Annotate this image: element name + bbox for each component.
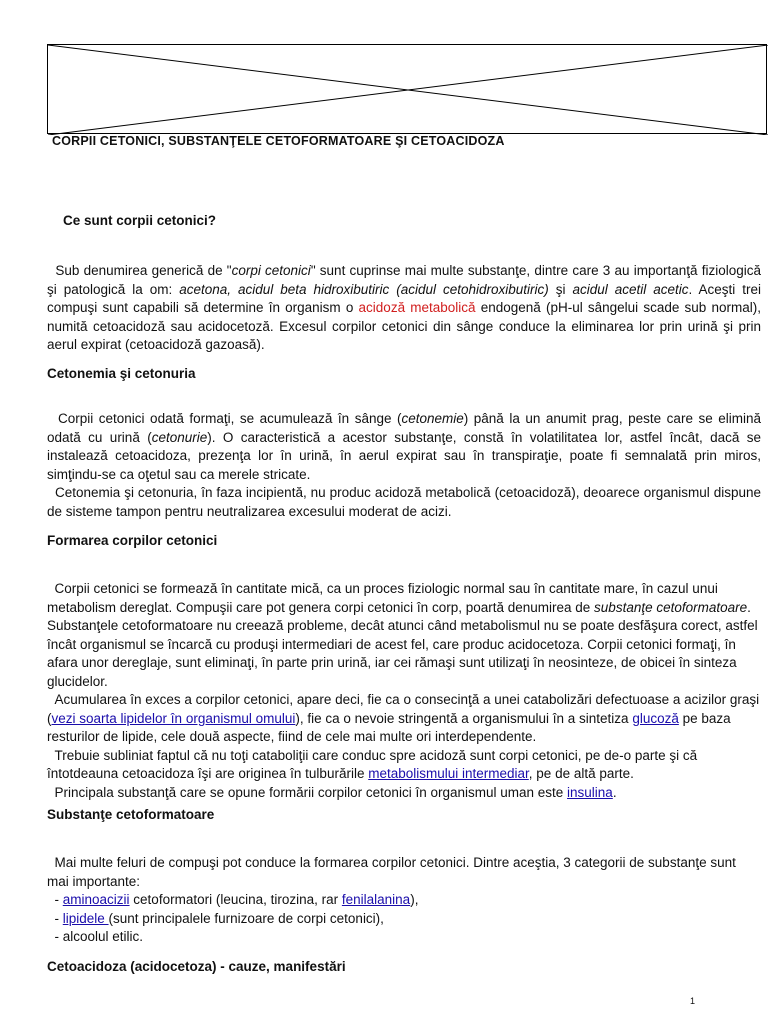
link-amino-acids[interactable]: aminoacizii [62,892,130,907]
heading-ketonemia-ketonuria: Cetonemia şi cetonuria [47,366,196,381]
page-number: 1 [690,996,696,1006]
heading-what-are-ketone-bodies: Ce sunt corpii cetonici? [63,213,217,228]
list-item: - alcoolul etilic. [54,929,144,944]
paragraph-formation: Corpii cetonici se formează în cantitate mică, ca un proces fiziologic normal sau în cantitate mare, în cazul unui metabolism dereglat. Compuşii care pot genera corpi cetonici în corp, poartă denumirea de substanţe cetoformatoare. Substanţele cetoformatoare nu creează probleme, decât atunci când metabolismul nu se poate desfăşura corect, astfel încât organismul se încarcă cu produşi intermediari de acest fel, care produc acidocetoza. Corpii cetonici formaţi, în afara unor dereglaje, sunt eliminaţi, în parte prin urină, iar cei rămaşi sunt utilizaţi în neosinteze, de obicei în sinteza glucidelor. Acumularea în exces a corpilor cetonici, apare deci, fie ca o consecinţă a unei catabolizări defectuoase a acizilor graşi (vezi soarta lipidelor în organismul omului), fie ca o nevoie stringentă a organismului în a sintetiza glucoză pe baza resturilor de lipide, cele două aspecte, fiind de cele mai multe ori interdependente. Trebuie subliniat faptul că nu toţi cataboliţii care conduc spre acidoză sunt corpi cetonici, pe de-o parte şi că întotdeauna cetoacidoza îşi are originea în tulburările metabolismului intermediar, pe de altă parte. Principala substanţă care se opune formării corpilor cetonici în organismul uman este insulina. [47,581,760,800]
link-lipid-fate[interactable]: vezi soarta lipidelor în organismul omului [51,710,296,726]
heading-formation: Formarea corpilor cetonici [47,533,218,548]
paragraph-ketonemia: Corpii cetonici odată formaţi, se acumulează în sânge (cetonemie) până la un anumit prag, peste care se elimină odată cu urină (cetonurie). O caracteristică a acestor substanţe, constă în volatilitatea lor, astfel încât, dacă se instalează cetoacidoza, prezenţa lor în urină, în aerul expirat sau în transpiraţie, poate fi semnalată prin miros, simţindu-se ca oţetul sau ca merele stricate. Cetonemia şi cetonuria, în faza incipientă, nu produc acidoză metabolică (cetoacidoză), deoarece organismul dispune de sisteme tampon pentru neutralizarea excesului moderat de acizi. [47,411,761,519]
link-phenylalanine[interactable]: fenilalanina [341,892,411,907]
header-placeholder-box [47,44,767,134]
heading-ketoacidosis: Cetoacidoza (acidocetoza) - cauze, manifestări [47,959,346,974]
link-insulin[interactable]: insulina [567,784,613,800]
link-glucose[interactable]: glucoză [632,710,679,726]
list-item: - lipidele (sunt principalele furnizoare de corpi cetonici), [54,910,384,926]
link-intermediary-metabolism[interactable]: metabolismului intermediar [368,766,529,781]
highlight-metabolic-acidosis: acidoză metabolică [358,300,476,315]
paragraph-definition: Sub denumirea generică de "corpi cetonici" sunt cuprinse mai multe substanţe, dintre care 3 au importanţă fiziologică şi patologică la om: acetona, acidul beta hidroxibutiric (acidul cetohidroxibutiric) şi acidul acetil acetic. Aceşti trei compuşi sunt capabili să determine în organism o acidoză metabolică endogenă (pH-ul sângelui scade sub normal), numită cetoacidoză sau acidocetoză. Excesul corpilor cetonici din sânge conduce la eliminarea lor prin urină şi prin aerul expirat (cetoacidoză gazoasă). [47,263,761,352]
heading-ketogenic-substances: Substanţe cetoformatoare [47,807,215,822]
placeholder-cross-icon [48,45,768,135]
link-lipids[interactable]: lipidele [62,910,109,926]
document-title: CORPII CETONICI, SUBSTANŢELE CETOFORMATOARE ŞI CETOACIDOZA [52,134,505,148]
paragraph-ketogenic: Mai multe feluri de compuşi pot conduce la formarea corpilor cetonici. Dintre aceştia, 3 categorii de substanţe sunt mai importante: - aminoacizii cetoformatori (leucina, tirozina, rar fenilalanina), - lipidele (sunt principalele furnizoare de corpi cetonici), - alcoolul etilic. [47,854,761,947]
list-item: - aminoacizii cetoformatori (leucina, tirozina, rar fenilalanina), [54,892,419,907]
